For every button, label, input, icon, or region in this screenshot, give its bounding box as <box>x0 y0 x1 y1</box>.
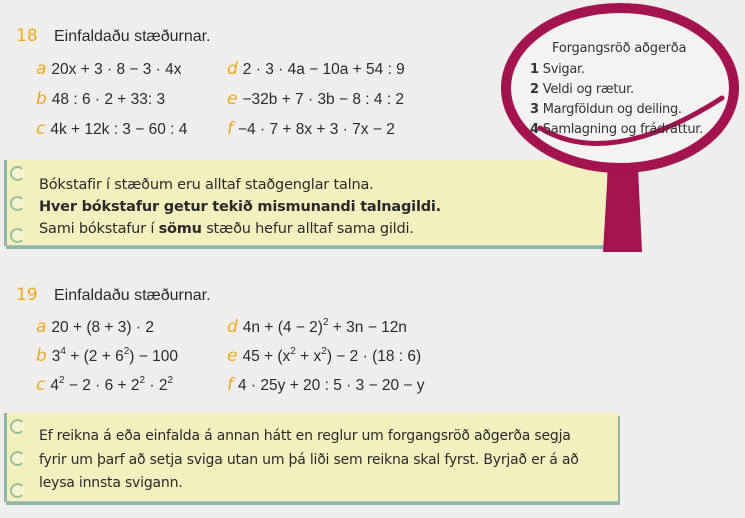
exercise-18-item-b <box>36 89 165 109</box>
item-label: b <box>36 89 47 109</box>
item-label: a <box>36 59 47 79</box>
exercise-19-item-b: b $3^4 + (2 + 6^2) - 100$ <box>36 345 178 366</box>
magnifier-title: Forgangsröð aðgerða <box>552 41 687 56</box>
exercise-19-item-d: d $4n + (4 - 2)^2 + 3n - 12n$ <box>227 316 407 337</box>
exercise-19-item-e: e $45 + (x^2 + x^2) - 2 \cdot (18$ : 6) <box>227 345 422 366</box>
binder-ring-icon <box>10 419 25 434</box>
binder-ring-icon <box>10 451 25 466</box>
note-line-2: Hver bókstafur getur tekið mismunandi talnagildi. <box>39 199 441 215</box>
item-expression: 20x + 3 · 8 − 3 · 4x <box>51 61 182 78</box>
binder-ring-icon <box>10 196 25 211</box>
item-label: e <box>227 89 238 109</box>
exercise-19-item-f: f 4 · 25y + 20 : 5 · 3 − 20 − y <box>227 375 425 395</box>
item-expression: 48 : 6 · 2 + 33: 3 <box>51 91 166 108</box>
note-line-3: Sami bókstafur í sömu stæðu hefur alltaf sama gildi. <box>39 221 414 237</box>
exercise-19-item-a: a 20 + (8 + 3) · 2 <box>36 317 154 337</box>
item-label: d <box>227 59 238 79</box>
item-label: c <box>36 119 46 139</box>
binder-ring-icon <box>10 228 25 243</box>
info-note-parentheses <box>4 413 618 502</box>
item-expression: −4 · 7 + 8x + 3 · 7x − 2 <box>238 121 395 138</box>
exercise-19-item-c: c $4^2 - 2 \cdot 6 + 2^2 \cdot 2^2$ <box>36 374 174 395</box>
binder-ring-icon <box>10 483 25 498</box>
magnifier-step-2: 2 Veldi og rætur. <box>530 82 634 97</box>
item-expression: 2 · 3 · 4a − 10a + 54 : 9 <box>242 61 405 78</box>
note-line-2: fyrir um þarf að setja sviga utan um þá liði sem reikna skal fyrst. Byrjað er á að <box>39 452 579 468</box>
magnifier-step-3: 3 Margföldun og deiling. <box>530 102 682 117</box>
exercise-18-title: Einfaldaðu stæðurnar. <box>54 28 211 45</box>
note-line-3: leysa innsta svigann. <box>39 475 183 491</box>
note-line-1: Bókstafir í stæðum eru alltaf staðgenglar talna. <box>39 177 374 193</box>
magnifier-step-4: 4 Samlagning og frádráttur. <box>530 122 703 137</box>
exercise-18-number: 18 <box>16 26 38 46</box>
magnifier-step-1: 1 Svigar. <box>530 62 585 77</box>
item-expression: −32b + 7 · 3b − 8 : 4 : 2 <box>242 91 405 108</box>
binder-ring-icon <box>10 166 25 181</box>
item-expression: 4k + 12k : 3 − 60 : 4 <box>50 121 188 138</box>
exercise-18-item-d <box>227 59 405 79</box>
exercise-19-number: 19 <box>16 285 38 305</box>
exercise-19-title: Einfaldaðu stæðurnar. <box>54 287 211 304</box>
exercise-18-item-c <box>36 119 187 139</box>
exercise-18-item-a <box>36 59 182 79</box>
exercise-18-item-f <box>227 119 395 139</box>
note-line-1: Ef reikna á eða einfalda á annan hátt en reglur um forgangsröð aðgerða segja <box>39 428 571 444</box>
exercise-18-item-e <box>227 89 404 109</box>
item-label: f <box>227 119 233 139</box>
